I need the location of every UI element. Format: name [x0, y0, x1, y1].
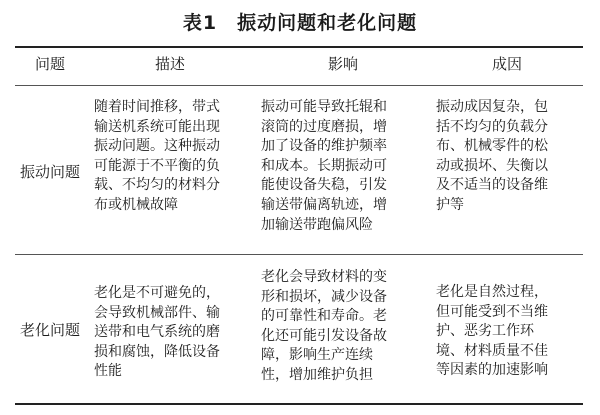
header-cause: 成因 — [491, 55, 522, 73]
header-rule — [15, 85, 583, 86]
aging-cause: 老化是自然过程， 但可能受到不当维 护、恶劣工作环 境、材料质量不佳 等因素的加速影响 — [436, 284, 548, 379]
header-description: 描述 — [154, 55, 185, 73]
row-label-vibration: 振动问题 — [19, 163, 80, 181]
vibration-impact: 振动可能导致托辊和 滚筒的过度磨损，增 加了设备的维护频率 和成本。长期振动可 能使设备失稳，引发 输送带偏离轨迹，增 加输送带跑偏风险 — [261, 99, 387, 233]
vibration-cause: 振动成因复杂，包 括不均匀的负载分 布、机械零件的松 动或损坏、失衡以 及不适当的设备维 护等 — [436, 99, 548, 213]
table-caption: 表1 振动问题和老化问题 — [182, 12, 418, 34]
top-rule — [15, 46, 583, 48]
vibration-description: 随着时间推移，带式 输送机系统可能出现 振动问题。这种振动 可能源于不平衡的负 载、不均匀的材料分 布或机械故障 — [94, 99, 220, 213]
row-label-aging: 老化问题 — [19, 321, 80, 339]
row-divider — [15, 254, 583, 255]
bottom-rule — [15, 403, 583, 405]
header-problem: 问题 — [34, 55, 65, 73]
aging-impact: 老化会导致材料的变 形和损坏，减少设备 的可靠性和寿命。老 化还可能引发设备故 障，影响生产连续 性，增加维护负担 — [261, 269, 387, 383]
aging-description: 老化是不可避免的， 会导致机械部件、输 送带和电气系统的磨 损和腐蚀，降低设备 性能 — [94, 285, 220, 380]
header-impact: 影响 — [327, 55, 358, 73]
